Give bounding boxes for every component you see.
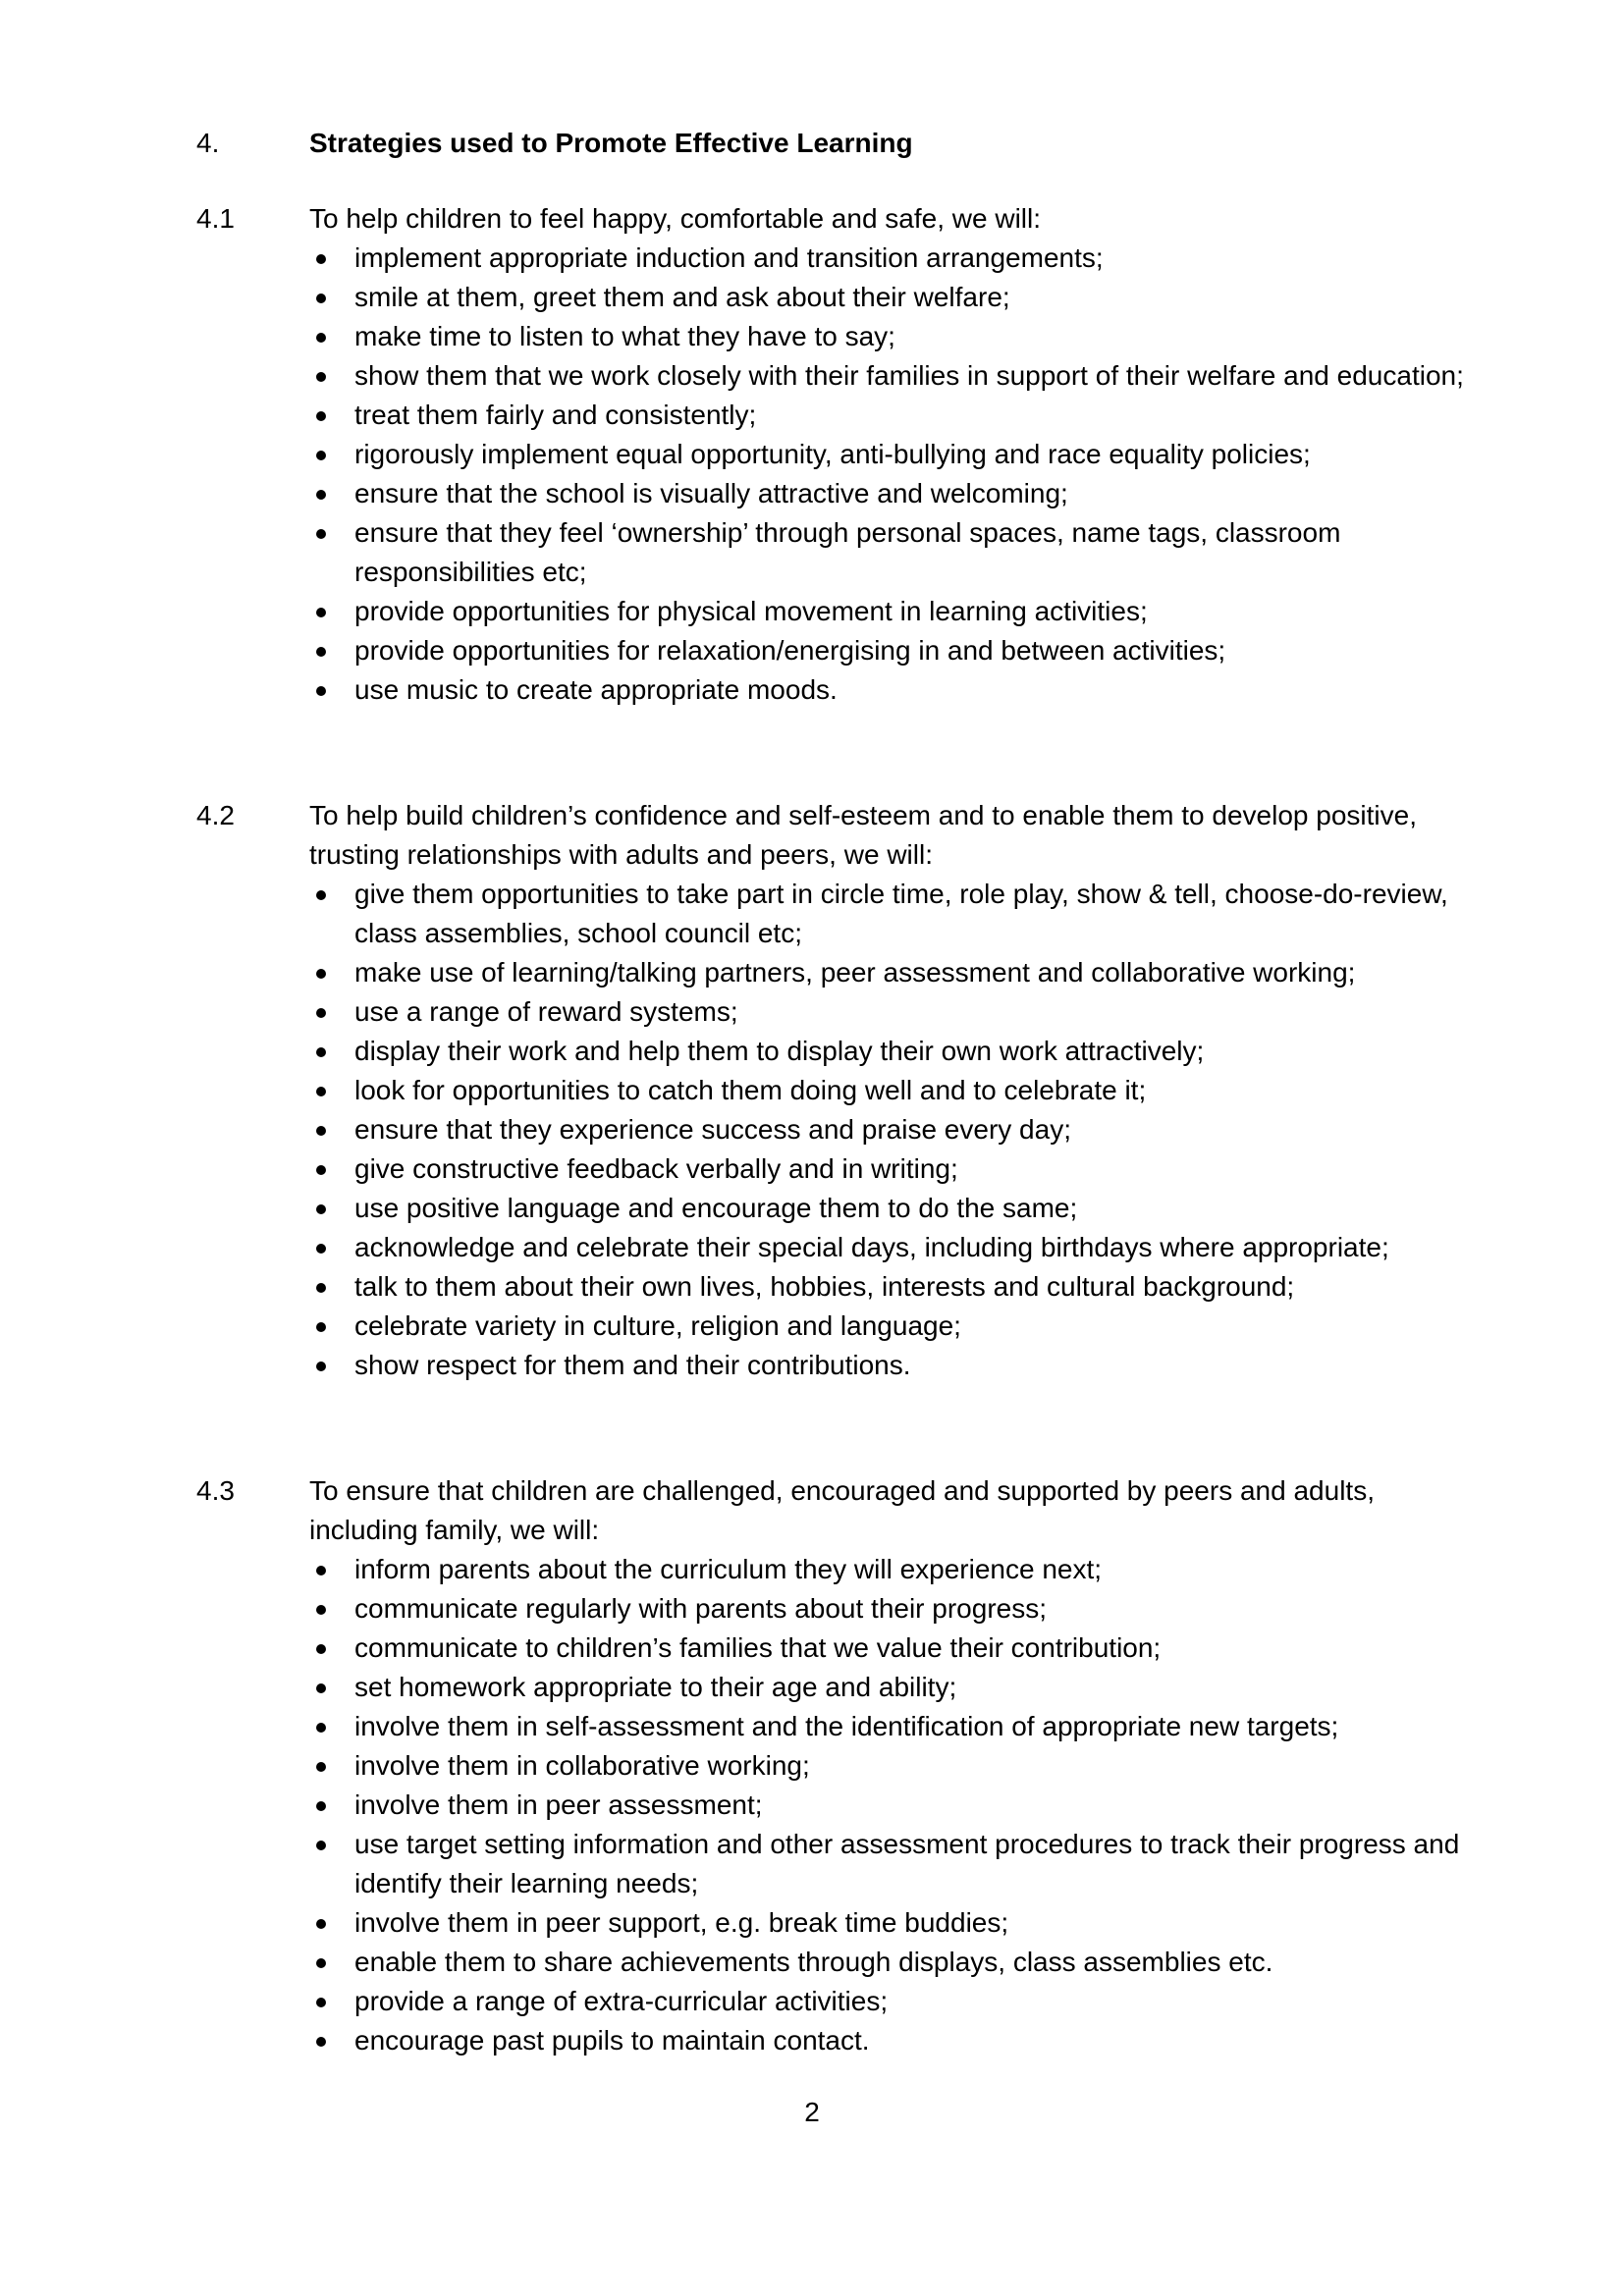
bullet-icon: [316, 529, 326, 539]
bullet-icon: [316, 686, 326, 696]
bullet-icon: [316, 1322, 326, 1332]
list-item: provide a range of extra-curricular activities;: [354, 1982, 1464, 2021]
list-item: give constructive feedback verbally and in writing;: [354, 1149, 1464, 1189]
section-number: 4.: [196, 128, 220, 158]
list-item: communicate regularly with parents about their progress;: [354, 1589, 1464, 1629]
bullet-icon: [316, 451, 326, 460]
bullet-icon: [316, 1644, 326, 1654]
bullet-icon: [316, 1958, 326, 1968]
bullet-icon: [316, 1605, 326, 1615]
bullet-icon: [316, 490, 326, 500]
list-item: celebrate variety in culture, religion and language;: [354, 1307, 1464, 1346]
subsection-intro: To help children to feel happy, comfortable and safe, we will:: [309, 203, 1042, 234]
list-item: smile at them, greet them and ask about their welfare;: [354, 278, 1464, 317]
bullet-icon: [316, 608, 326, 617]
bullet-list: [196, 239, 1464, 710]
list-item: ensure that the school is visually attractive and welcoming;: [354, 474, 1464, 513]
list-item: enable them to share achievements through displays, class assemblies etc.: [354, 1943, 1464, 1982]
subsection-intro: To help build children’s confidence and self-esteem and to enable them to develop positive, trusting relationships with adults and peers, we will:: [309, 800, 1417, 870]
bullet-icon: [316, 411, 326, 421]
list-item: involve them in collaborative working;: [354, 1746, 1464, 1786]
list-item: use a range of reward systems;: [354, 992, 1464, 1032]
list-item: treat them fairly and consistently;: [354, 396, 1464, 435]
bullet-icon: [316, 1087, 326, 1096]
bullet-icon: [316, 1047, 326, 1057]
list-item: show respect for them and their contributions.: [354, 1346, 1464, 1385]
bullet-icon: [316, 1008, 326, 1018]
bullet-icon: [316, 1998, 326, 2007]
bullet-icon: [316, 1362, 326, 1371]
list-item: display their work and help them to display their own work attractively;: [354, 1032, 1464, 1071]
bullet-icon: [316, 1566, 326, 1575]
page-number: 2: [804, 2097, 820, 2127]
bullet-icon: [316, 333, 326, 343]
bullet-icon: [316, 647, 326, 657]
bullet-icon: [316, 1683, 326, 1693]
list-item: look for opportunities to catch them doing well and to celebrate it;: [354, 1071, 1464, 1110]
list-item: use music to create appropriate moods.: [354, 670, 1464, 710]
bullet-icon: [316, 890, 326, 900]
bullet-icon: [316, 254, 326, 264]
list-item: ensure that they feel ‘ownership’ through personal spaces, name tags, classroom responsibilities etc;: [354, 513, 1464, 592]
list-item: talk to them about their own lives, hobbies, interests and cultural background;: [354, 1267, 1464, 1307]
list-item: use target setting information and other assessment procedures to track their progress and identify their learning needs;: [354, 1825, 1464, 1903]
subsection-number: 4.1: [196, 203, 235, 234]
bullet-list: [196, 875, 1464, 1385]
list-item: ensure that they experience success and praise every day;: [354, 1110, 1464, 1149]
subsection-number: 4.2: [196, 800, 235, 830]
list-item: set homework appropriate to their age and ability;: [354, 1668, 1464, 1707]
list-item: make use of learning/talking partners, peer assessment and collaborative working;: [354, 953, 1464, 992]
list-item: make time to listen to what they have to say;: [354, 317, 1464, 356]
list-item: involve them in peer support, e.g. break time buddies;: [354, 1903, 1464, 1943]
bullet-icon: [316, 1841, 326, 1850]
list-item: use positive language and encourage them to do the same;: [354, 1189, 1464, 1228]
list-item: involve them in peer assessment;: [354, 1786, 1464, 1825]
bullet-icon: [316, 1204, 326, 1214]
list-item: communicate to children’s families that we value their contribution;: [354, 1629, 1464, 1668]
subsection-4-2: [196, 796, 1473, 1385]
bullet-icon: [316, 294, 326, 303]
bullet-icon: [316, 1244, 326, 1254]
list-item: involve them in self-assessment and the identification of appropriate new targets;: [354, 1707, 1464, 1746]
list-item: encourage past pupils to maintain contact.: [354, 2021, 1464, 2060]
bullet-icon: [316, 969, 326, 979]
bullet-icon: [316, 1801, 326, 1811]
list-item: inform parents about the curriculum they will experience next;: [354, 1550, 1464, 1589]
bullet-list: [196, 1550, 1464, 2060]
bullet-icon: [316, 1283, 326, 1293]
bullet-icon: [316, 1126, 326, 1136]
list-item: acknowledge and celebrate their special days, including birthdays where appropriate;: [354, 1228, 1464, 1267]
list-item: show them that we work closely with their families in support of their welfare and education;: [354, 356, 1464, 396]
list-item: provide opportunities for relaxation/energising in and between activities;: [354, 631, 1464, 670]
subsection-number: 4.3: [196, 1475, 235, 1506]
bullet-icon: [316, 1165, 326, 1175]
subsection-intro: To ensure that children are challenged, encouraged and supported by peers and adults, including family, we will:: [309, 1475, 1375, 1545]
section-title: Strategies used to Promote Effective Learning: [309, 128, 913, 158]
list-item: give them opportunities to take part in circle time, role play, show & tell, choose-do-review, class assemblies, school council etc;: [354, 875, 1464, 953]
list-item: provide opportunities for physical movement in learning activities;: [354, 592, 1464, 631]
bullet-icon: [316, 372, 326, 382]
subsection-4-3: [196, 1471, 1473, 2060]
subsection-4-1: [196, 199, 1473, 710]
bullet-icon: [316, 1762, 326, 1772]
bullet-icon: [316, 1723, 326, 1733]
list-item: implement appropriate induction and transition arrangements;: [354, 239, 1464, 278]
list-item: rigorously implement equal opportunity, anti-bullying and race equality policies;: [354, 435, 1464, 474]
bullet-icon: [316, 2037, 326, 2047]
bullet-icon: [316, 1919, 326, 1929]
